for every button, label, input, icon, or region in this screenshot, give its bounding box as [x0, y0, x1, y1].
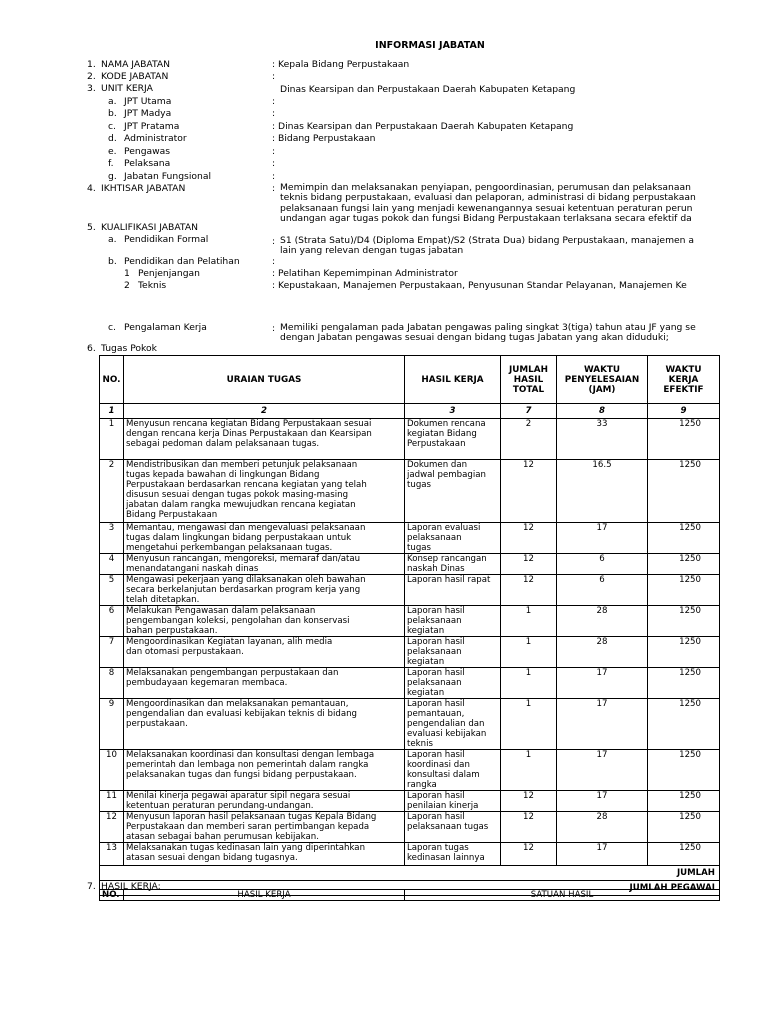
header-efektif: WAKTU KERJA EFEKTIF: [648, 356, 720, 404]
cell-jumlah: 12: [501, 791, 557, 812]
cell-no: 4: [100, 554, 124, 575]
cell-hasil: Laporan tugas kedinasan lainnya: [405, 843, 501, 866]
cell-hasil: Laporan evaluasi pelaksanaan tugas: [405, 523, 501, 554]
cell-jumlah: 12: [501, 575, 557, 606]
table-header-row: [100, 356, 720, 404]
cell-jumlah: 1: [501, 606, 557, 637]
cell-hasil: Konsep rancangan naskah Dinas: [405, 554, 501, 575]
header-jumlah: JUMLAH HASIL TOTAL: [501, 356, 557, 404]
field-label-tugas-pokok: Tugas Pokok: [101, 343, 157, 354]
sub-letter: b.: [108, 256, 117, 267]
sub-letter: c.: [108, 322, 116, 333]
sub-label-pendidikan-pelatihan: Pendidikan dan Pelatihan: [124, 256, 240, 267]
table-row: [100, 791, 720, 812]
sub-number: 1: [124, 268, 130, 279]
header-waktu: WAKTU PENYELESAIAN (JAM): [557, 356, 648, 404]
cell-hasil: Laporan hasil pelaksanaan tugas: [405, 812, 501, 843]
sub-letter: e.: [108, 146, 117, 157]
sub-letter: a.: [108, 234, 117, 245]
field-number: 6.: [87, 343, 96, 354]
field-number: 7.: [87, 881, 96, 892]
cell-uraian: Menyusun laporan hasil pelaksanaan tugas Kepala Bidang Perpustakaan dan memberi saran pertimbangan kepada atasan sebagai bahan perumusan kebijakan.: [124, 812, 405, 843]
cell-hasil: Dokumen dan jadwal pembagian tugas: [405, 460, 501, 523]
index-cell: 2: [124, 404, 405, 419]
cell-hasil: Laporan hasil penilaian kinerja: [405, 791, 501, 812]
cell-efektif: 1250: [648, 419, 720, 460]
field-colon: :: [272, 183, 276, 194]
cell-waktu: 6: [557, 575, 648, 606]
sub-value: :: [272, 108, 276, 119]
cell-uraian: Melaksanakan tugas kedinasan lain yang diperintahkan atasan sesuai dengan bidang tugasnya.: [124, 843, 405, 866]
table-row: [100, 750, 720, 791]
cell-no: 12: [100, 812, 124, 843]
cell-efektif: 1250: [648, 637, 720, 668]
cell-jumlah: 12: [501, 523, 557, 554]
cell-efektif: 1250: [648, 668, 720, 699]
cell-jumlah: 1: [501, 637, 557, 668]
index-cell: 9: [648, 404, 720, 419]
table-row: [100, 523, 720, 554]
cell-efektif: 1250: [648, 699, 720, 750]
cell-uraian: Menilai kinerja pegawai aparatur sipil negara sesuai ketentuan peraturan perundang-undangan.: [124, 791, 405, 812]
cell-uraian: Menyusun rancangan, mengoreksi, memaraf dan/atau menandatangani naskah dinas: [124, 554, 405, 575]
cell-no: 1: [100, 419, 124, 460]
cell-uraian: Mengoordinasikan dan melaksanakan pemantauan, pengendalian dan evaluasi kebijakan teknis di bidang perpustakaan.: [124, 699, 405, 750]
field-label-ikhtisar: IKHTISAR JABATAN: [101, 183, 186, 194]
cell-uraian: Memantau, mengawasi dan mengevaluasi pelaksanaan tugas dalam lingkungan bidang perpustakaan untuk mengetahui perkembangan pelaksanaan tugas.: [124, 523, 405, 554]
table-row: [100, 460, 720, 523]
sub-value-teknis: : Kepustakaan, Manajemen Perpustakaan, Penyusunan Standar Pelayanan, Manajemen Ke: [272, 280, 687, 291]
cell-no: 2: [100, 460, 124, 523]
cell-waktu: 17: [557, 668, 648, 699]
sub-letter: d.: [108, 133, 117, 144]
header-uraian: URAIAN TUGAS: [124, 356, 405, 404]
field-label-nama-jabatan: NAMA JABATAN: [101, 59, 171, 70]
cell-no: 7: [100, 637, 124, 668]
cell-efektif: 1250: [648, 812, 720, 843]
cell-waktu: 16.5: [557, 460, 648, 523]
cell-efektif: 1250: [648, 791, 720, 812]
cell-waktu: 17: [557, 699, 648, 750]
cell-waktu: 17: [557, 843, 648, 866]
sub-letter: a.: [108, 96, 117, 107]
hk-header-satuan: SATUAN HASIL: [405, 890, 720, 901]
table-row: [100, 606, 720, 637]
cell-jumlah: 1: [501, 668, 557, 699]
cell-hasil: Laporan hasil koordinasi dan konsultasi dalam rangka: [405, 750, 501, 791]
field-number: 5.: [87, 222, 96, 233]
sub-value: :: [272, 158, 276, 169]
index-cell: 7: [501, 404, 557, 419]
cell-waktu: 33: [557, 419, 648, 460]
hk-header-hasil: HASIL KERJA: [124, 890, 405, 901]
sub-value: :: [272, 96, 276, 107]
sub-number: 2: [124, 280, 130, 291]
cell-jumlah: 12: [501, 812, 557, 843]
field-label-unit-kerja: UNIT KERJA: [101, 83, 153, 94]
cell-no: 5: [100, 575, 124, 606]
jumlah-label: JUMLAH: [100, 866, 720, 881]
cell-jumlah: 2: [501, 419, 557, 460]
cell-no: 13: [100, 843, 124, 866]
cell-no: 10: [100, 750, 124, 791]
cell-jumlah: 12: [501, 843, 557, 866]
cell-uraian: Mengoordinasikan Kegiatan layanan, alih media dan otomasi perpustakaan.: [124, 637, 405, 668]
cell-hasil: Laporan hasil rapat: [405, 575, 501, 606]
cell-jumlah: 1: [501, 699, 557, 750]
sub-label-jpt-utama: JPT Utama: [124, 96, 172, 107]
document-title: INFORMASI JABATAN: [375, 40, 485, 51]
index-cell: 3: [405, 404, 501, 419]
sub-value: :: [272, 146, 276, 157]
field-value-kode-jabatan: :: [272, 71, 276, 82]
cell-uraian: Mengawasi pekerjaan yang dilaksanakan oleh bawahan secara berkelanjutan berdasarkan program kerja yang telah ditetapkan.: [124, 575, 405, 606]
hk-header-no: NO.: [100, 890, 124, 901]
cell-hasil: Laporan hasil pelaksanaan kegiatan: [405, 606, 501, 637]
cell-hasil: Laporan hasil pemantauan, pengendalian dan evaluasi kebijakan teknis: [405, 699, 501, 750]
cell-hasil: Dokumen rencana kegiatan Bidang Perpustakaan: [405, 419, 501, 460]
sub-letter: g.: [108, 171, 117, 182]
hasil-kerja-table: [99, 889, 720, 901]
cell-hasil: Laporan hasil pelaksanaan kegiatan: [405, 637, 501, 668]
cell-waktu: 17: [557, 523, 648, 554]
index-cell: 1: [100, 404, 124, 419]
tugas-pokok-table: [99, 355, 720, 896]
sub-label-penjenjangan: Penjenjangan: [138, 268, 201, 279]
field-number: 4.: [87, 183, 96, 194]
table-row: [100, 419, 720, 460]
sub-letter: b.: [108, 108, 117, 119]
cell-waktu: 6: [557, 554, 648, 575]
cell-waktu: 17: [557, 791, 648, 812]
sub-label-pendidikan-formal: Pendidikan Formal: [124, 234, 209, 245]
jumlah-pegawai-label: JUMLAH PEGAWAI: [100, 881, 720, 896]
table-row: [100, 843, 720, 866]
field-number: 1.: [87, 59, 96, 70]
cell-uraian: Melaksanakan koordinasi dan konsultasi dengan lembaga pemerintah dan lembaga non pemerintah dalam rangka pelaksanakan tugas dan fungsi bidang perpustakaan.: [124, 750, 405, 791]
sub-label-administrator: Administrator: [124, 133, 187, 144]
cell-uraian: Menyusun rencana kegiatan Bidang Perpustakaan sesuai dengan rencana kerja Dinas Perpustakaan dan Kearsipan sebagai pedoman dalam pelaksanaan tugas.: [124, 419, 405, 460]
cell-waktu: 28: [557, 606, 648, 637]
cell-jumlah: 1: [501, 750, 557, 791]
cell-jumlah: 12: [501, 460, 557, 523]
cell-no: 8: [100, 668, 124, 699]
field-label-kode-jabatan: KODE JABATAN: [101, 71, 169, 82]
cell-uraian: Melakukan Pengawasan dalam pelaksanaan pengembangan koleksi, pengolahan dan konservasi bahan perpustakaan.: [124, 606, 405, 637]
hasil-kerja-header-row: [100, 890, 720, 901]
sub-value-pendidikan-formal: S1 (Strata Satu)/D4 (Diploma Empat)/S2 (Strata Dua) bidang Perpustakaan, manajemen a lain yang relevan dengan tugas jabatan: [280, 235, 695, 257]
sub-label-jabatan-fungsional: Jabatan Fungsional: [124, 171, 212, 182]
table-row: [100, 668, 720, 699]
cell-efektif: 1250: [648, 843, 720, 866]
sub-label-teknis: Teknis: [138, 280, 167, 291]
sub-label-pengawas: Pengawas: [124, 146, 171, 157]
cell-hasil: Laporan hasil pelaksanaan kegiatan: [405, 668, 501, 699]
sub-value-jpt-pratama: : Dinas Kearsipan dan Perpustakaan Daerah Kabupaten Ketapang: [272, 121, 574, 132]
field-label-hasil-kerja: HASIL KERJA:: [101, 881, 161, 892]
table-row: [100, 699, 720, 750]
field-number: 2.: [87, 71, 96, 82]
field-value-ikhtisar: Memimpin dan melaksanakan penyiapan, pengoordinasian, perumusan dan pelaksanaan teknis bidang perpustakaan, evaluasi dan pelaporan, administrasi di bidang perpustakaan pelaksanaan fungsi lain yang menjadi kewenangannya sesuai ketentuan peraturan perun undangan agar tugas pokok dan fungsi Bidang Perpustakaan terlaksana secara efektif da: [280, 182, 696, 224]
sub-label-pelaksana: Pelaksana: [124, 158, 171, 169]
cell-efektif: 1250: [648, 460, 720, 523]
header-no: NO.: [100, 356, 124, 404]
field-value-nama-jabatan: : Kepala Bidang Perpustakaan: [272, 59, 410, 70]
cell-efektif: 1250: [648, 554, 720, 575]
sub-label-jpt-pratama: JPT Pratama: [124, 121, 180, 132]
field-colon: :: [272, 256, 276, 267]
cell-no: 6: [100, 606, 124, 637]
cell-uraian: Melaksanakan pengembangan perpustakaan dan pembudayaan kegemaran membaca.: [124, 668, 405, 699]
cell-no: 11: [100, 791, 124, 812]
cell-efektif: 1250: [648, 606, 720, 637]
table-row: [100, 812, 720, 843]
cell-no: 9: [100, 699, 124, 750]
table-index-row: [100, 404, 720, 419]
sub-letter: c.: [108, 121, 116, 132]
table-row: [100, 637, 720, 668]
field-number: 3.: [87, 83, 96, 94]
table-row: [100, 575, 720, 606]
cell-uraian: Mendistribusikan dan memberi petunjuk pelaksanaan tugas kepada bawahan di lingkungan Bidang Perpustakaan berdasarkan rencana kegiatan yang telah disusun sesuai dengan tugas pokok masing-masing jabatan dalam rangka mewujudkan rencana kegiatan Bidang Perpustakaan: [124, 460, 405, 523]
sub-value-administrator: : Bidang Perpustakaan: [272, 133, 376, 144]
field-label-kualifikasi: KUALIFIKASI JABATAN: [101, 222, 198, 233]
sub-value-penjenjangan: : Pelatihan Kepemimpinan Administrator: [272, 268, 458, 279]
sub-label-pengalaman: Pengalaman Kerja: [124, 322, 207, 333]
index-cell: 8: [557, 404, 648, 419]
field-value-unit-kerja: Dinas Kearsipan dan Perpustakaan Daerah Kabupaten Ketapang: [280, 84, 576, 95]
cell-waktu: 17: [557, 750, 648, 791]
sub-value-pengalaman: Memiliki pengalaman pada Jabatan pengawas paling singkat 3(tiga) tahun atau JF yang se dengan Jabatan pengawas sesuai dengan bidang tugas Jabatan yang akan diduduki;: [280, 322, 696, 344]
sub-letter: f.: [108, 158, 114, 169]
table-row: [100, 554, 720, 575]
cell-efektif: 1250: [648, 575, 720, 606]
sub-label-jpt-madya: JPT Madya: [124, 108, 172, 119]
field-colon: :: [272, 323, 276, 334]
field-colon: :: [272, 236, 276, 247]
cell-waktu: 28: [557, 637, 648, 668]
jumlah-row: [100, 866, 720, 881]
cell-jumlah: 12: [501, 554, 557, 575]
cell-efektif: 1250: [648, 523, 720, 554]
cell-waktu: 28: [557, 812, 648, 843]
cell-no: 3: [100, 523, 124, 554]
header-hasil: HASIL KERJA: [405, 356, 501, 404]
sub-value: :: [272, 171, 276, 182]
cell-efektif: 1250: [648, 750, 720, 791]
